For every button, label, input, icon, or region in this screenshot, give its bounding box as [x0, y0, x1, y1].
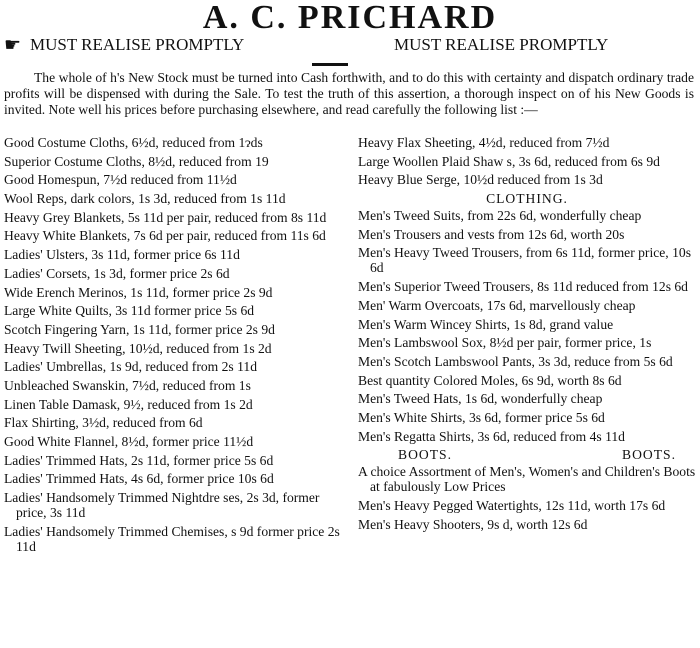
list-item: Men's Tweed Hats, 1s 6d, wonderfully cheap [358, 391, 603, 407]
list-item: Unbleached Swanskin, 7½d, reduced from 1s [4, 377, 251, 393]
divider-rule [312, 63, 348, 66]
list-item: Men's Scotch Lambswool Pants, 3s 3d, reduce from 5s 6d [358, 353, 673, 369]
list-item: Ladies' Umbrellas, 1s 9d, reduced from 2s 11d [4, 359, 257, 375]
list-item: Ladies' Handsomely Trimmed Nightdre ses, 2s 3d, former price, 3s 11d [4, 490, 320, 521]
list-item: Men's Heavy Pegged Watertights, 12s 11d, worth 17s 6d [358, 498, 666, 513]
clothing-heading: CLOTHING. [486, 191, 568, 207]
list-item: Good Homespun, 7½d reduced from 11½d [4, 172, 237, 188]
list-item: Ladies' Trimmed Hats, 2s 11d, former price 5s 6d [4, 452, 274, 468]
right-column [358, 135, 696, 535]
list-item: Men's Heavy Shooters, 9s d, worth 12s 6d [358, 516, 588, 532]
list-item: Ladies' Ulsters, 3s 11d, former price 6s 11d [4, 247, 240, 263]
subheading-left: MUST REALISE PROMPTLY [30, 35, 245, 54]
list-item: Men's Warm Wincey Shirts, 1s 8d, grand value [358, 316, 614, 332]
list-item: A choice Assortment of Men's, Women's and Children's Boots at fabulously Low Prices [358, 464, 696, 495]
list-item: Large White Quilts, 3s 11d former price 5s 6d [4, 303, 255, 319]
boots-heading [358, 447, 696, 462]
list-item: Good Costume Cloths, 6½d, reduced from 1ɂds [4, 135, 263, 150]
list-item: Ladies' Handsomely Trimmed Chemises, s 9d former price 2s 11d [4, 523, 340, 554]
list-item: Large Woollen Plaid Shaw s, 3s 6d, reduced from 6s 9d [358, 153, 660, 169]
list-item: Wide Erench Merinos, 1s 11d, former price 2s 9d [4, 284, 273, 300]
list-item: Men's Trousers and vests from 12s 6d, worth 20s [358, 226, 625, 242]
list-item: Good White Flannel, 8½d, former price 11½d [4, 434, 254, 449]
list-item: Linen Table Damask, 9½, reduced from 1s 2d [4, 396, 253, 412]
pointing-hand-icon: ☛ [4, 35, 22, 56]
list-item: Superior Costume Cloths, 8½d, reduced from 19 [4, 153, 269, 169]
list-item: Heavy Flax Sheeting, 4½d, reduced from 7½d [358, 135, 610, 150]
subheading-right: MUST REALISE PROMPTLY [394, 35, 609, 54]
list-item: Best quantity Colored Moles, 6s 9d, worth 8s 6d [358, 372, 622, 388]
list-item: Scotch Fingering Yarn, 1s 11d, former price 2s 9d [4, 321, 275, 337]
list-item: Men's White Shirts, 3s 6d, former price 5s 6d [358, 409, 605, 425]
list-item: Heavy Blue Serge, 10½d reduced from 1s 3d [358, 172, 603, 188]
list-item: Heavy Twill Sheeting, 10½d, reduced from 1s 2d [4, 340, 272, 356]
left-column [4, 135, 344, 557]
list-item: Men's Heavy Tweed Trousers, from 6s 11d, former price, 10s 6d [358, 245, 691, 276]
list-item: Ladies' Corsets, 1s 3d, former price 2s 6d [4, 265, 230, 281]
list-item: Flax Shirting, 3½d, reduced from 6d [4, 415, 203, 431]
intro-paragraph [4, 70, 694, 118]
list-item: Heavy Grey Blankets, 5s 11d per pair, reduced from 8s 11d [4, 209, 327, 225]
list-item: Men's Superior Tweed Trousers, 8s 11d reduced from 12s 6d [358, 279, 688, 295]
list-item: Men's Lambswool Sox, 8½d per pair, former price, 1s [358, 335, 652, 351]
list-item: Men's Tweed Suits, from 22s 6d, wonderfully cheap [358, 208, 642, 224]
list-item: Men's Regatta Shirts, 3s 6d, reduced from 4s 11d [358, 428, 625, 444]
subheading [0, 34, 700, 56]
boots-heading-right: BOOTS. [622, 447, 676, 463]
intro-text: The whole of h's New Stock must be turned into Cash forthwith, and to do this with certainty and dispatch ordinary trade profits will be dispensed with during the Sale. To test the truth of this assertion, a thorough inspect on of his New Goods is invited. Note well his prices before purchasing elsewhere, and read carefully the following list :— [4, 70, 694, 117]
list-item: Ladies' Trimmed Hats, 4s 6d, former price 10s 6d [4, 471, 274, 487]
list-item: Wool Reps, dark colors, 1s 3d, reduced from 1s 11d [4, 191, 286, 207]
boots-heading-left: BOOTS. [398, 447, 452, 463]
list-item: Heavy White Blankets, 7s 6d per pair, reduced from 11s 6d [4, 228, 326, 244]
list-item: Men' Warm Overcoats, 17s 6d, marvellously cheap [358, 297, 636, 313]
store-title: A. C. PRICHARD [202, 0, 498, 36]
